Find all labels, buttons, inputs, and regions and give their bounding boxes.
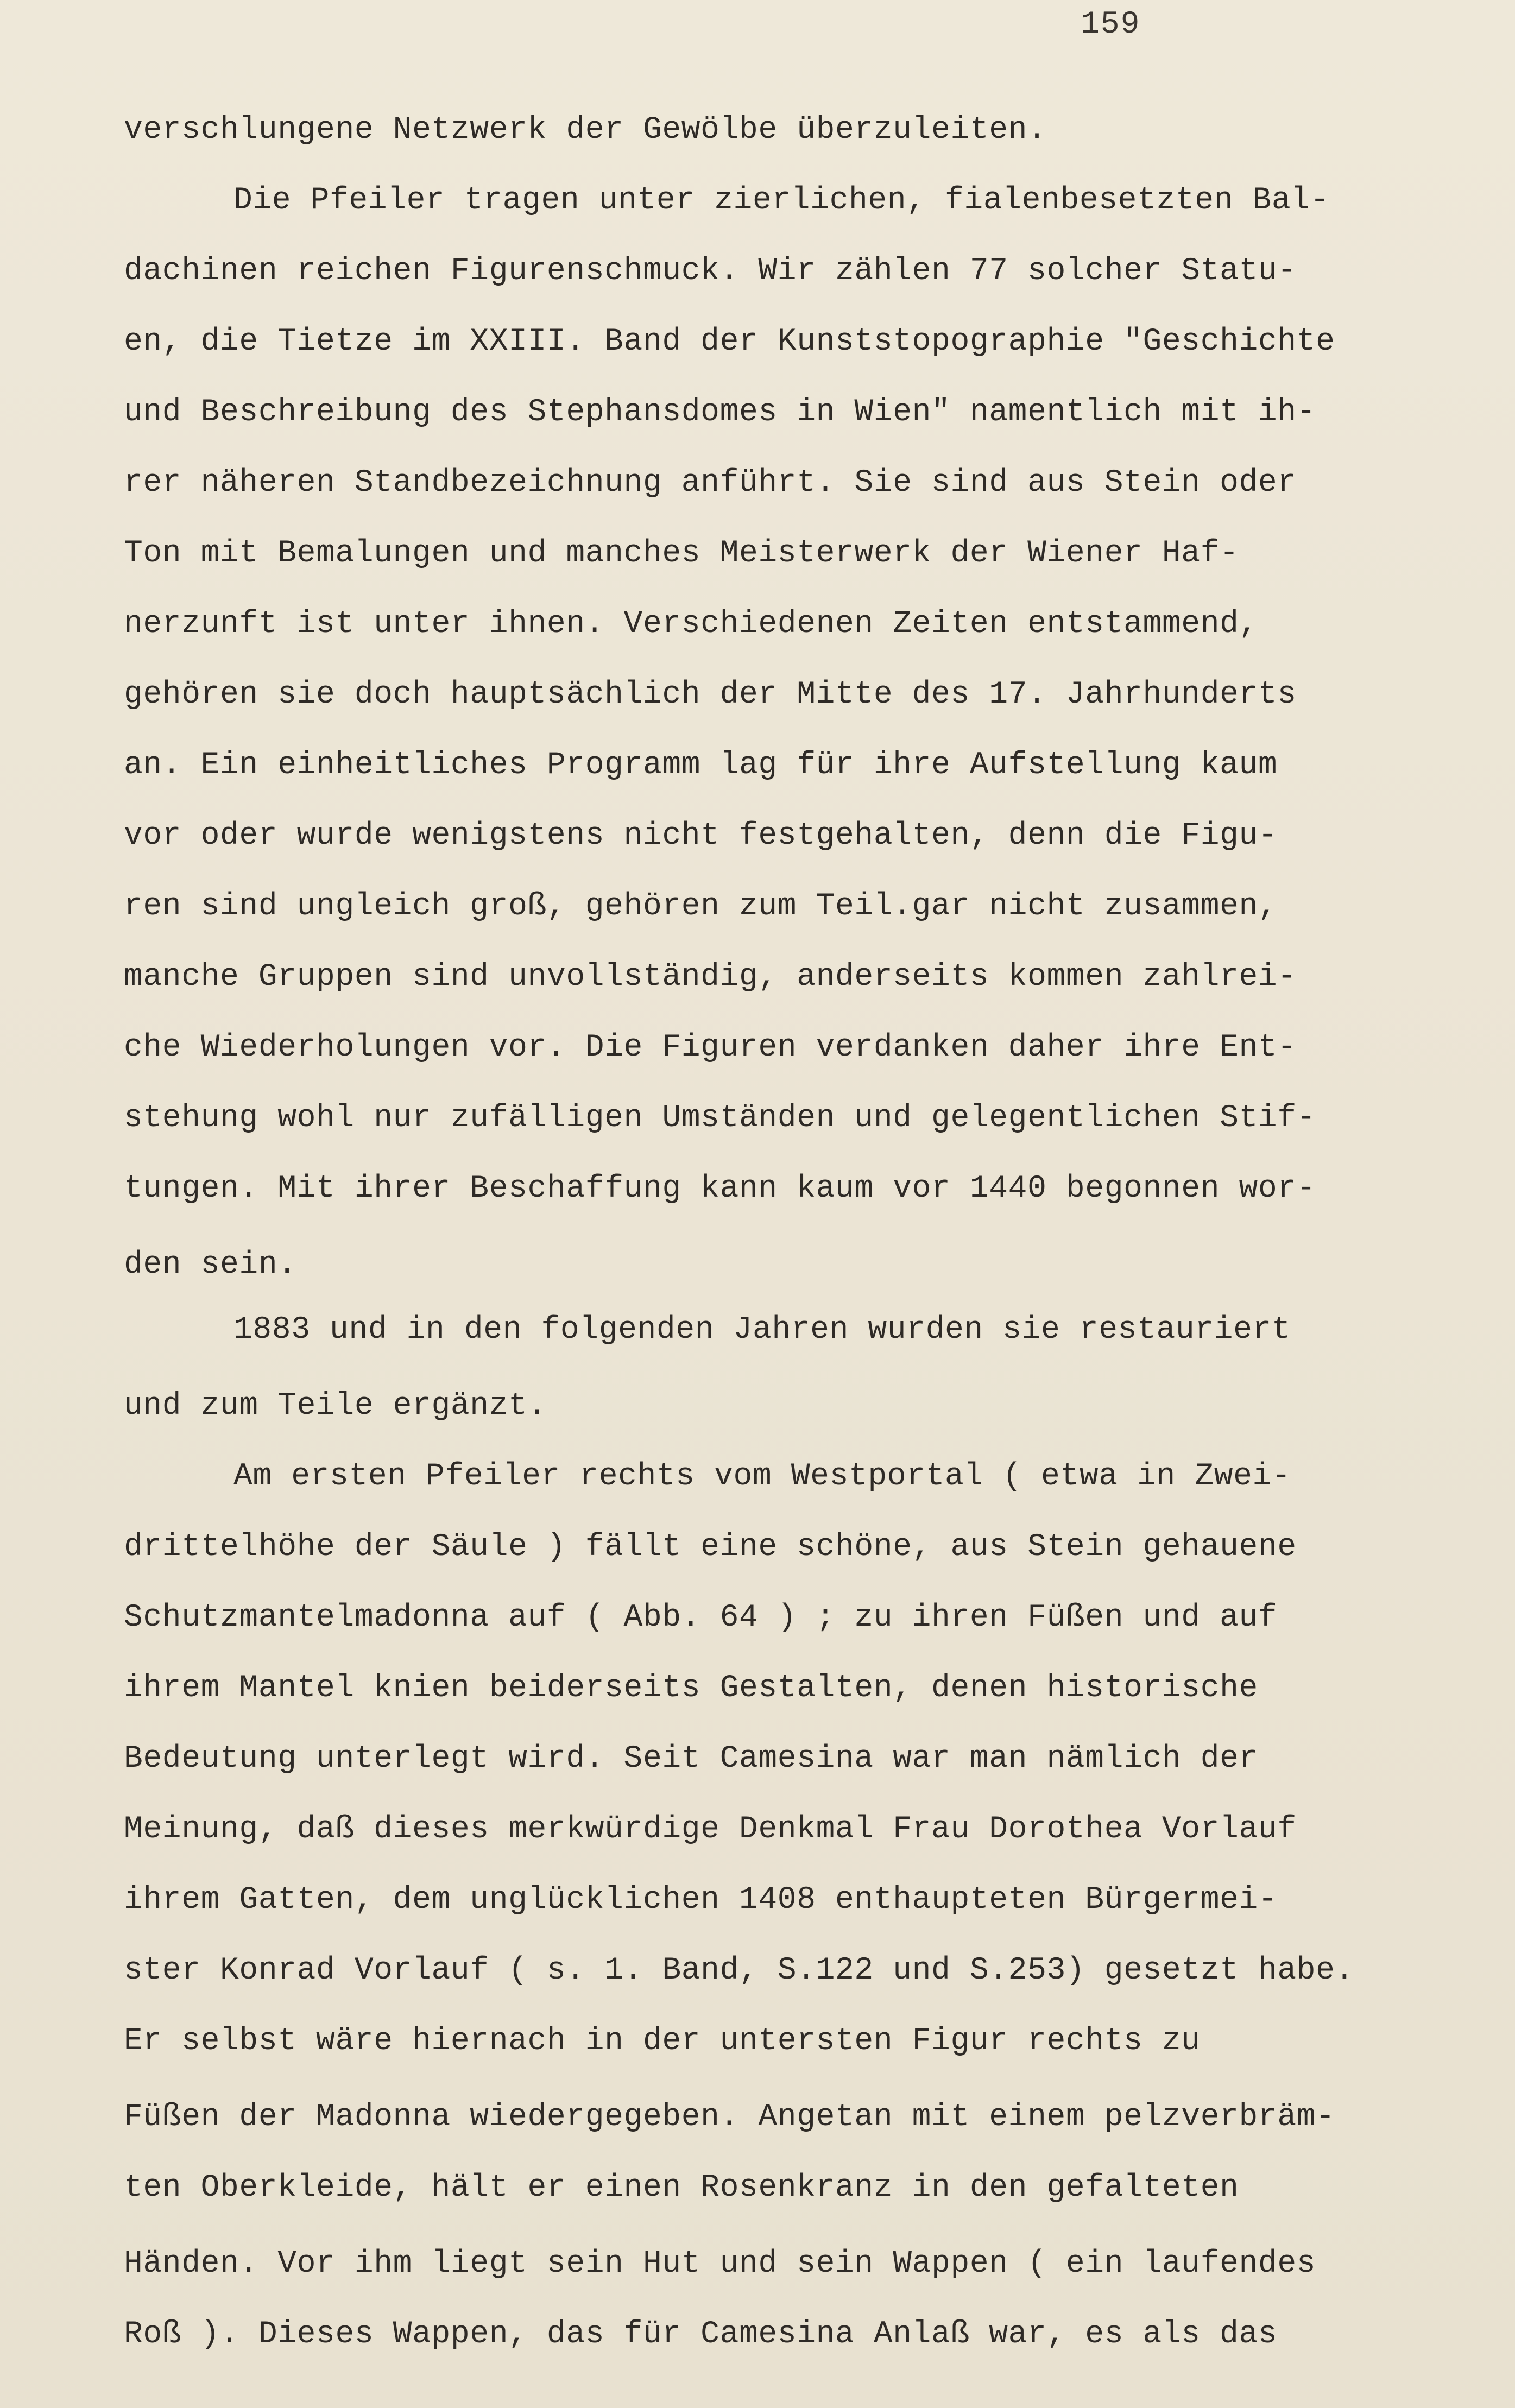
text-line: drittelhöhe der Säule ) fällt eine schöne, aus Stein gehauene (124, 1530, 1297, 1565)
page-number: 159 (1081, 7, 1141, 42)
text-line: Meinung, daß dieses merkwürdige Denkmal Frau Dorothea Vorlauf (124, 1812, 1297, 1847)
text-line: den sein. (124, 1247, 297, 1282)
text-line: Schutzmantelmadonna auf ( Abb. 64 ) ; zu ihren Füßen und auf (124, 1600, 1278, 1635)
text-line: dachinen reichen Figurenschmuck. Wir zählen 77 solcher Statu- (124, 254, 1297, 289)
text-line: Er selbst wäre hiernach in der untersten Figur rechts zu (124, 2024, 1201, 2059)
text-line: ten Oberkleide, hält er einen Rosenkranz in den gefalteten (124, 2170, 1239, 2205)
text-line: stehung wohl nur zufälligen Umständen und gelegentlichen Stif- (124, 1101, 1316, 1136)
paragraph-first-line: 1883 und in den folgenden Jahren wurden sie restauriert (233, 1312, 1291, 1348)
text-line: Bedeutung unterlegt wird. Seit Camesina war man nämlich der (124, 1741, 1258, 1777)
text-line: und Beschreibung des Stephansdomes in Wien" namentlich mit ih- (124, 395, 1316, 430)
text-line: manche Gruppen sind unvollständig, anderseits kommen zahlrei- (124, 959, 1297, 995)
paragraph-first-line: Die Pfeiler tragen unter zierlichen, fialenbesetzten Bal- (233, 183, 1330, 218)
text-line: ihrem Gatten, dem unglücklichen 1408 enthaupteten Bürgermei- (124, 1882, 1278, 1918)
text-line: rer näheren Standbezeichnung anführt. Sie sind aus Stein oder (124, 465, 1297, 501)
text-line: und zum Teile ergänzt. (124, 1388, 547, 1424)
text-line: vor oder wurde wenigstens nicht festgehalten, denn die Figu- (124, 818, 1278, 854)
text-line: gehören sie doch hauptsächlich der Mitte des 17. Jahrhunderts (124, 677, 1297, 712)
text-line: Ton mit Bemalungen und manches Meisterwerk der Wiener Haf- (124, 536, 1239, 571)
text-line: Füßen der Madonna wiedergegeben. Angetan mit einem pelzverbräm- (124, 2100, 1335, 2135)
text-line: verschlungene Netzwerk der Gewölbe überzuleiten. (124, 112, 1047, 148)
text-line: ster Konrad Vorlauf ( s. 1. Band, S.122 und S.253) gesetzt habe. (124, 1953, 1354, 1988)
text-line: Roß ). Dieses Wappen, das für Camesina Anlaß war, es als das (124, 2317, 1278, 2352)
text-line: ren sind ungleich groß, gehören zum Teil.gar nicht zusammen, (124, 889, 1278, 924)
text-line: nerzunft ist unter ihnen. Verschiedenen Zeiten entstammend, (124, 606, 1258, 642)
paragraph-first-line: Am ersten Pfeiler rechts vom Westportal ( etwa in Zwei- (233, 1459, 1291, 1494)
text-line: an. Ein einheitliches Programm lag für ihre Aufstellung kaum (124, 748, 1278, 783)
text-line: che Wiederholungen vor. Die Figuren verdanken daher ihre Ent- (124, 1030, 1297, 1065)
text-line: en, die Tietze im XXIII. Band der Kunststopographie "Geschichte (124, 324, 1335, 359)
text-line: tungen. Mit ihrer Beschaffung kann kaum vor 1440 begonnen wor- (124, 1171, 1316, 1206)
text-line: Händen. Vor ihm liegt sein Hut und sein Wappen ( ein laufendes (124, 2246, 1316, 2281)
text-line: ihrem Mantel knien beiderseits Gestalten, denen historische (124, 1671, 1258, 1706)
